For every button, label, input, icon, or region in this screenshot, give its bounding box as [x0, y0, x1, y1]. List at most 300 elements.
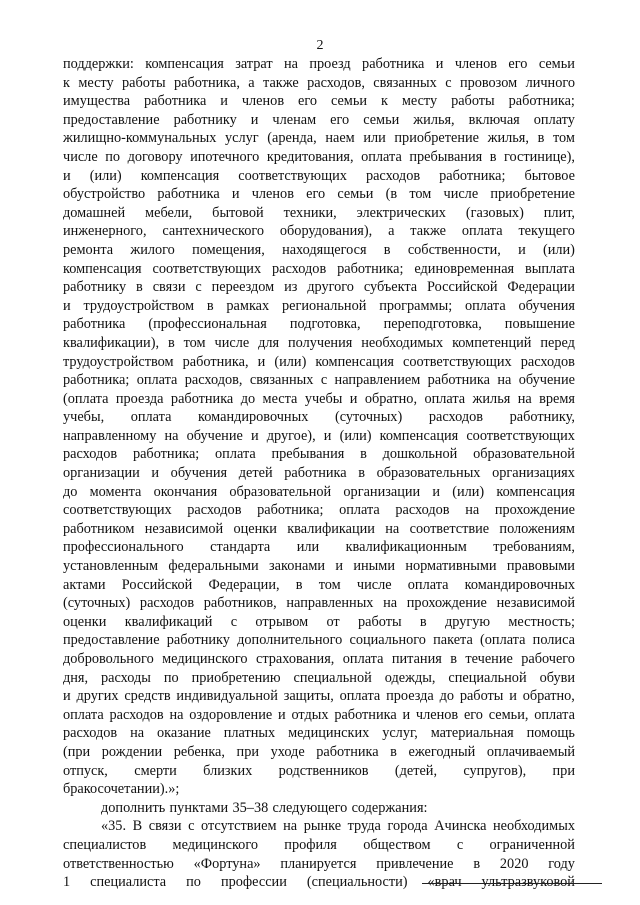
word: расходов: [109, 706, 164, 723]
word: к: [63, 74, 70, 91]
word: профессии: [220, 874, 287, 891]
word: (профессиональная: [148, 316, 267, 333]
word: квалификационным: [345, 539, 467, 556]
word: квалификаций: [124, 613, 213, 630]
word: и: [250, 111, 259, 128]
word: в: [473, 855, 481, 872]
word: в: [167, 334, 175, 351]
word: обустройство: [63, 186, 146, 203]
word: в: [383, 241, 391, 258]
text-line: [63, 278, 575, 297]
word: защиты,: [283, 688, 334, 705]
word: (или): [89, 167, 122, 184]
word: и: [518, 241, 526, 258]
word: специалиста: [90, 874, 167, 891]
word: 2020: [499, 855, 529, 872]
word: компенсация: [145, 56, 224, 72]
word: оплата: [342, 651, 384, 667]
word: В: [132, 818, 143, 835]
word: работника;: [63, 372, 130, 389]
word: услуг,: [382, 725, 418, 742]
text-line: [63, 724, 575, 743]
word: оплата: [464, 297, 506, 314]
word: субъекта: [363, 279, 418, 296]
word: работника: [143, 93, 207, 110]
word: работнику: [63, 279, 127, 296]
word: при: [552, 762, 575, 779]
word: содержания:: [351, 799, 428, 816]
word: его: [508, 56, 528, 72]
word: отпуск,: [63, 762, 108, 779]
word: обуви: [539, 669, 575, 686]
word: по: [105, 148, 121, 165]
word: и: [63, 297, 71, 314]
word: инженерного,: [63, 223, 147, 240]
word: иными: [353, 558, 395, 575]
word: работника,: [182, 353, 249, 370]
word: при: [236, 743, 259, 760]
text-line: [63, 557, 575, 576]
word: наем: [325, 130, 355, 147]
word: «35.: [101, 818, 127, 835]
word: трудоустройством: [83, 297, 195, 314]
word: работника: [427, 372, 490, 389]
word: до: [63, 483, 78, 500]
word: помощь: [526, 725, 575, 742]
word: семьи: [337, 186, 374, 203]
word: работника: [63, 316, 126, 333]
word: провозом: [459, 74, 518, 91]
word: собственности,: [407, 241, 501, 258]
word: родственников: [278, 762, 369, 779]
word: оплата: [215, 446, 256, 463]
word: или: [363, 130, 386, 147]
word: медицинского: [172, 836, 258, 853]
word: организациях: [492, 465, 575, 482]
word: на: [465, 502, 480, 519]
word: (оплата: [63, 390, 109, 407]
text-line: [63, 706, 575, 725]
word: семьи,: [488, 706, 529, 723]
word: расходов: [365, 167, 421, 184]
word: оплата: [339, 502, 380, 519]
word: окончания: [153, 483, 218, 500]
word: ребенка,: [173, 743, 225, 760]
text-line: [63, 408, 575, 427]
word: его: [330, 111, 350, 128]
text-line: [63, 204, 575, 223]
word: работника;: [257, 502, 324, 519]
word: ежегодный: [408, 743, 476, 760]
word: 1: [63, 874, 71, 891]
text-line: [63, 855, 575, 874]
word: оценки: [233, 520, 277, 537]
word: членам: [272, 111, 317, 128]
word: обучение: [186, 427, 243, 444]
word: в: [419, 613, 427, 630]
word: оплата: [361, 148, 402, 165]
word: членов: [454, 56, 498, 72]
word: ограниченной: [489, 836, 575, 853]
text-line: [63, 501, 575, 520]
word: его: [306, 186, 326, 203]
word: мебели,: [145, 204, 193, 221]
word: работников,: [203, 595, 277, 612]
word: семьи: [330, 93, 368, 110]
word: бракосочетании).»;: [63, 781, 180, 798]
word: соответствующих: [403, 353, 512, 370]
word: членов: [251, 186, 294, 203]
word: также: [263, 74, 299, 91]
word: расходов: [139, 595, 195, 612]
word: плит,: [543, 204, 575, 221]
word: оплата: [407, 576, 449, 593]
word: а: [388, 223, 395, 240]
word: приобретению: [191, 669, 281, 686]
word: работы: [459, 688, 504, 705]
word: соответствующих: [63, 502, 172, 519]
text-line: [63, 222, 575, 241]
word: 35–38: [232, 799, 269, 816]
word: социального: [349, 632, 426, 649]
word: электрических: [356, 204, 446, 221]
word: работника: [316, 743, 379, 760]
word: или: [296, 539, 320, 556]
page-number: 2: [316, 38, 324, 53]
word: дополнить: [101, 799, 166, 816]
word: жилищно-коммунальных: [63, 130, 217, 147]
text-line: [63, 799, 575, 818]
word: места: [262, 390, 298, 407]
word: дополнительного: [237, 632, 343, 649]
word: обратно,: [522, 688, 575, 705]
word: и: [63, 167, 71, 184]
word: оплата: [424, 390, 466, 407]
word: связи: [152, 279, 186, 296]
text-line: [63, 74, 575, 93]
word: обучения: [170, 465, 228, 482]
word: Федерации: [507, 279, 575, 296]
word: к: [380, 93, 388, 110]
word: и: [231, 186, 240, 203]
word: оплату: [533, 111, 575, 128]
word: до: [439, 688, 454, 705]
word: оплачиваемый: [486, 743, 575, 760]
word: образовательных: [376, 465, 481, 482]
word: работника;: [508, 93, 575, 110]
word: полиса: [532, 632, 575, 649]
word: компенсация: [140, 167, 220, 184]
word: помещения,: [192, 241, 265, 258]
word: жилого: [130, 241, 175, 258]
word: повышение: [504, 316, 575, 333]
word: оплата: [461, 223, 503, 240]
word: медицинских: [288, 725, 370, 742]
text-line: [63, 148, 575, 167]
text-line: [63, 129, 575, 148]
word: учебы,: [63, 409, 105, 426]
word: и: [257, 353, 266, 370]
word: следующего: [272, 799, 348, 816]
word: работника: [334, 706, 397, 723]
word: ремонта: [63, 241, 114, 258]
text-line: [63, 297, 575, 316]
word: (или): [339, 427, 372, 444]
word: «врач: [427, 874, 462, 891]
word: рождении: [101, 743, 163, 760]
word: от: [326, 613, 340, 630]
word: материальная: [430, 725, 514, 742]
word: (или): [542, 241, 575, 258]
word: необходимых: [361, 334, 444, 351]
word: правовыми: [506, 558, 575, 575]
word: году: [548, 855, 575, 872]
word: расходов: [395, 502, 450, 519]
word: том: [409, 186, 432, 203]
word: месту: [78, 74, 114, 91]
word: по: [163, 669, 179, 686]
word: перед: [540, 334, 575, 351]
word: близких: [203, 762, 253, 779]
word: работника;: [132, 446, 200, 463]
word: отрывом: [255, 613, 309, 630]
word: необходимых: [493, 818, 575, 835]
text-line: [63, 780, 575, 799]
word: на: [497, 372, 512, 389]
word: пакета: [433, 632, 473, 649]
word: и: [63, 688, 71, 705]
word: оплата: [534, 706, 575, 723]
word: квалификации: [287, 520, 375, 537]
text-line: [63, 836, 575, 855]
word: бытовой: [212, 204, 264, 221]
word: числе: [443, 186, 479, 203]
word: положениям: [499, 520, 575, 537]
word: семьи: [363, 111, 400, 128]
word: членов: [241, 93, 285, 110]
word: предоставление: [63, 632, 160, 649]
footer-rule: [422, 883, 602, 884]
word: личного: [525, 74, 575, 91]
word: питания: [391, 651, 442, 667]
document-body: [63, 55, 575, 892]
word: уходе: [270, 743, 305, 760]
word: соответствующих: [238, 167, 347, 184]
word: единовременная: [414, 260, 515, 277]
text-line: [63, 315, 575, 334]
word: с: [445, 74, 452, 91]
word: работника;: [439, 167, 506, 184]
text-line: [63, 464, 575, 483]
word: работнику,: [509, 409, 575, 426]
word: оплата: [63, 706, 104, 723]
word: работника,: [173, 74, 240, 91]
word: и: [509, 688, 517, 705]
word: нормативными: [405, 558, 497, 575]
word: обучения: [518, 297, 575, 314]
word: компетенций: [452, 334, 532, 351]
word: актами: [63, 576, 106, 593]
word: и: [250, 427, 259, 444]
word: работником: [63, 520, 135, 537]
word: расходов: [272, 260, 327, 277]
word: время: [539, 390, 575, 407]
word: течение: [465, 651, 513, 667]
text-line: [63, 167, 575, 186]
word: пунктами: [169, 799, 229, 816]
word: по: [186, 874, 201, 891]
word: и: [323, 427, 332, 444]
word: требованиям,: [493, 539, 575, 556]
word: местность;: [508, 613, 575, 630]
word: работника: [362, 56, 425, 72]
word: работнику: [173, 111, 237, 128]
word: и: [335, 558, 344, 575]
word: и: [278, 706, 286, 723]
word: платных: [223, 725, 276, 742]
word: также: [410, 223, 447, 240]
word: из: [284, 279, 298, 296]
word: работнику: [166, 632, 230, 649]
word: расходов,: [307, 74, 365, 91]
word: законами: [269, 558, 326, 575]
word: проезд: [309, 56, 351, 72]
word: Российской: [427, 279, 498, 296]
text-line: [63, 520, 575, 539]
word: связанных: [249, 372, 314, 389]
word: на: [385, 520, 400, 537]
word: членов: [415, 706, 459, 723]
word: его: [298, 93, 318, 110]
word: работы: [122, 74, 166, 91]
word: рамках: [226, 297, 270, 314]
text-line: [63, 538, 575, 557]
word: (оплата: [480, 632, 526, 649]
word: с: [230, 613, 238, 630]
text-line: [63, 817, 575, 836]
word: и: [432, 483, 441, 500]
word: в: [537, 130, 545, 147]
word: жилья: [472, 390, 511, 407]
word: другого: [307, 279, 354, 296]
word: в: [136, 279, 143, 296]
word: ультразвуковой: [481, 874, 575, 891]
word: рынке: [303, 818, 342, 835]
word: образовательной: [473, 446, 575, 463]
word: пребывания: [409, 148, 483, 165]
text-line: [63, 185, 575, 204]
text-line: [63, 445, 575, 464]
word: оздоровление: [189, 706, 273, 723]
word: обратно,: [364, 390, 418, 407]
text-line: [63, 390, 575, 409]
word: предоставление: [63, 111, 160, 128]
word: специальной: [293, 669, 372, 686]
word: а: [248, 74, 255, 91]
word: города: [387, 818, 428, 835]
word: смерти: [134, 762, 177, 779]
word: том: [183, 334, 206, 351]
word: жилья,: [487, 130, 529, 147]
word: на: [283, 56, 298, 72]
word: гостинице),: [504, 148, 575, 165]
word: компенсация: [379, 427, 459, 444]
text-line: [63, 762, 575, 781]
word: жилья,: [413, 111, 455, 128]
word: поддержки:: [63, 56, 134, 72]
word: ипотечного: [190, 148, 260, 165]
word: в: [358, 465, 365, 482]
word: страхования,: [255, 651, 335, 667]
word: планируется: [280, 855, 357, 872]
word: и: [349, 390, 358, 407]
word: учебы: [304, 390, 343, 407]
word: приобретение: [490, 186, 575, 203]
word: образовательной: [229, 483, 332, 500]
word: направлением: [334, 372, 421, 389]
word: семьи: [538, 56, 575, 72]
word: расходов: [520, 353, 575, 370]
word: специальной: [448, 669, 527, 686]
word: одежды,: [384, 669, 436, 686]
word: и: [402, 706, 411, 723]
word: услуг: [225, 130, 259, 147]
word: ответственностью: [63, 855, 174, 872]
text-line: [63, 371, 575, 390]
text-line: [63, 743, 575, 762]
word: на: [164, 427, 179, 444]
word: медицинского: [162, 651, 248, 667]
word: числе: [214, 334, 250, 351]
word: расходов: [63, 446, 118, 463]
word: оборудования),: [279, 223, 373, 240]
word: его: [463, 706, 483, 723]
word: другое),: [266, 427, 316, 444]
word: организации: [63, 465, 140, 482]
word: трудоустройством: [63, 353, 174, 370]
word: текущего: [518, 223, 575, 240]
word: независимой: [496, 595, 575, 612]
word: супругов),: [463, 762, 527, 779]
word: дня,: [63, 669, 89, 686]
word: связи: [148, 818, 182, 835]
word: на: [517, 390, 532, 407]
word: проезда: [115, 390, 164, 407]
word: работы: [451, 93, 495, 110]
word: работника;: [337, 260, 404, 277]
word: связанных: [373, 74, 437, 91]
text-line: [63, 111, 575, 130]
word: программы;: [379, 297, 453, 314]
word: работника: [157, 186, 220, 203]
word: в: [489, 148, 497, 165]
word: на: [130, 725, 145, 742]
word: на: [383, 595, 398, 612]
word: работника: [284, 465, 347, 482]
word: переподготовка,: [383, 316, 482, 333]
text-line: [63, 669, 575, 688]
word: с: [456, 836, 464, 853]
word: включая: [468, 111, 520, 128]
word: сантехнического: [162, 223, 265, 240]
word: специалистов: [63, 836, 147, 853]
word: квалификации),: [63, 334, 160, 351]
word: соответствие: [409, 520, 490, 537]
word: работника: [170, 390, 234, 407]
word: Федерации,: [208, 576, 280, 593]
word: затрат: [235, 56, 273, 72]
word: в: [206, 297, 214, 314]
